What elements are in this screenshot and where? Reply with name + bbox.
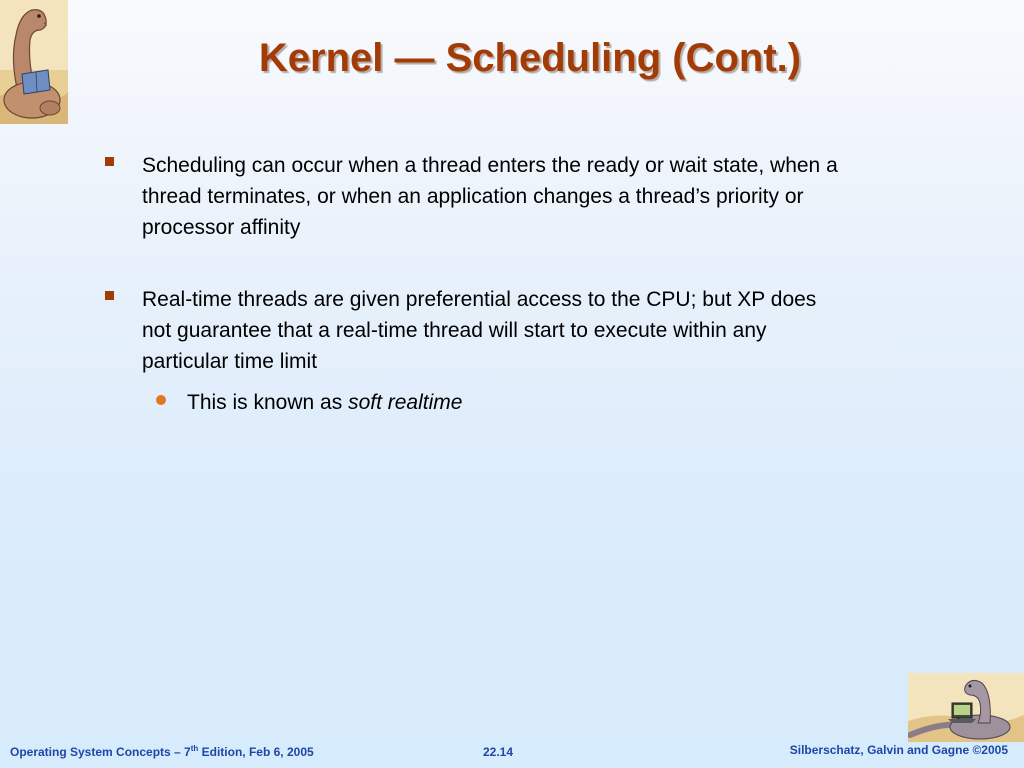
sub-bullet-text [187,387,756,418]
sub-bullet-item [156,387,756,418]
slide-title: Kernel — Scheduling (Cont.) [258,36,802,80]
footer-course-title [10,745,314,759]
bullet-item [105,284,845,377]
bullet-text: Real-time threads are given preferential access to the CPU; but XP does not guarantee that a real-time thread will start to execute within any particular time limit [142,288,817,373]
dinosaur-reading-book-icon [0,0,68,124]
square-bullet-icon [105,291,114,300]
footer-course-suffix: Edition, Feb 6, 2005 [198,745,314,759]
bullet-text: Scheduling can occur when a thread enters the ready or wait state, when a thread terminates, or when an application changes a thread’s priority or processor affinity [142,154,838,239]
footer-copyright: Silberschatz, Galvin and Gagne ©2005 [789,743,1008,757]
bullet-item [105,150,845,243]
round-bullet-icon [156,395,166,405]
sub-bullet-prefix: This is known as [187,391,349,414]
footer-edition-superscript: th [190,744,199,753]
dinosaur-laptop-icon [908,673,1024,742]
footer-slide-number: 22.14 [483,745,514,759]
square-bullet-icon [105,157,114,166]
sub-bullet-emphasis: soft realtime [348,391,463,414]
footer-course-prefix: Operating System Concepts – 7 [10,745,191,759]
